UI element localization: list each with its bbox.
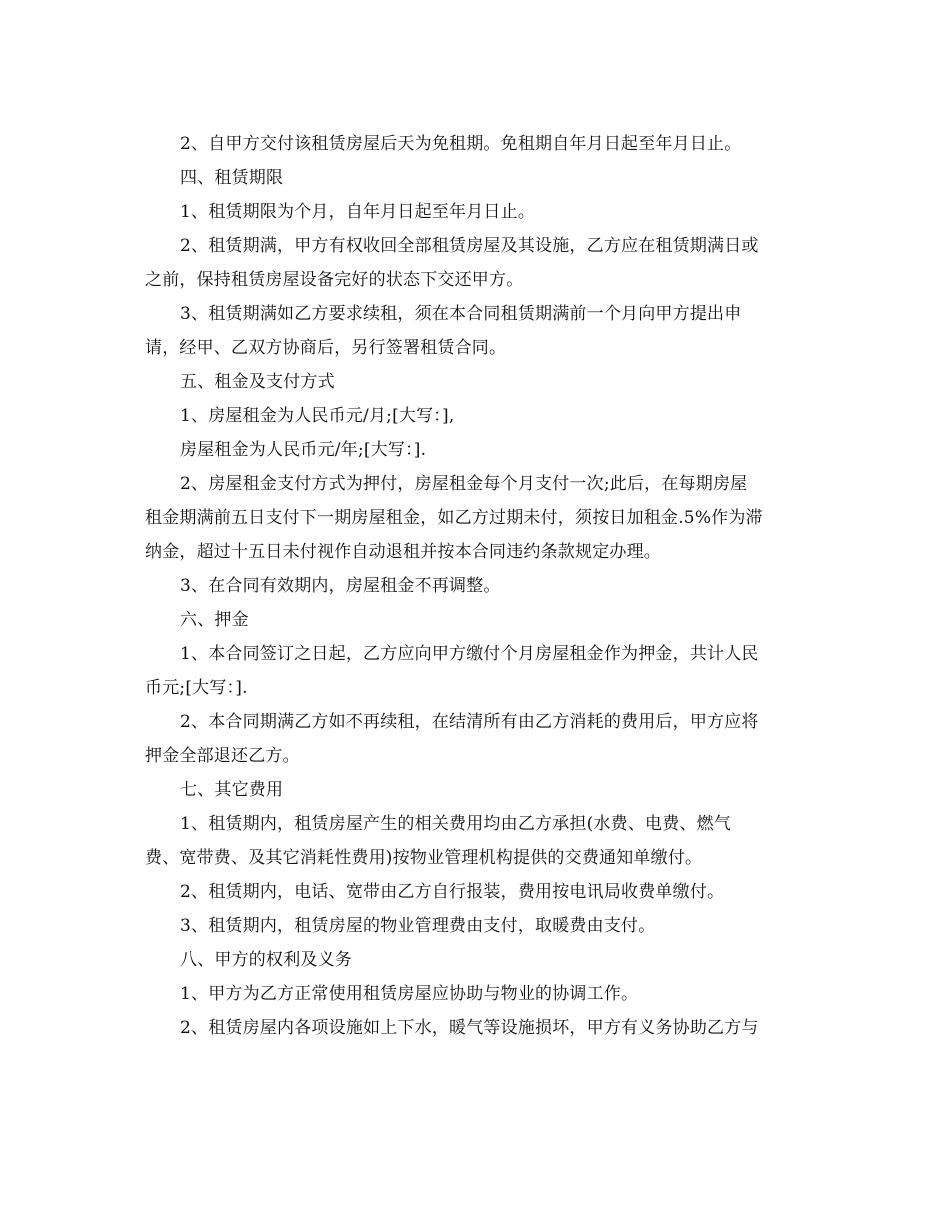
text-line: 2、自甲方交付该租赁房屋后天为免租期。免租期自年月日起至年月日止。	[180, 134, 742, 154]
text-line: 八、甲方的权利及义务	[180, 950, 352, 970]
text-line: 1、房屋租金为人民币元/月;[大写：],	[180, 406, 455, 426]
text-line: 七、其它费用	[180, 780, 284, 800]
text-line: 2、本合同期满乙方如不再续租，在结清所有由乙方消耗的费用后，甲方应将	[180, 712, 759, 732]
text-line: 3、租赁期内，租赁房屋的物业管理费由支付，取暖费由支付。	[180, 916, 656, 936]
text-line: 币元;[大写：].	[145, 678, 248, 698]
text-line: 押金全部退还乙方。	[145, 746, 300, 766]
text-line: 1、租赁期内，租赁房屋产生的相关费用均由乙方承担(水费、电费、燃气	[180, 814, 732, 834]
text-line: 3、租赁期满如乙方要求续租，须在本合同租赁期满前一个月向甲方提出申	[180, 304, 742, 324]
text-line: 1、租赁期限为个月，自年月日起至年月日止。	[180, 202, 536, 222]
text-line: 请，经甲、乙双方协商后，另行签署租赁合同。	[145, 338, 507, 358]
text-line: 2、租赁期满，甲方有权收回全部租赁房屋及其设施，乙方应在租赁期满日或	[180, 236, 759, 256]
text-line: 六、押金	[180, 610, 249, 630]
text-line: 1、甲方为乙方正常使用租赁房屋应协助与物业的协调工作。	[180, 984, 639, 1004]
document-body	[145, 127, 805, 1045]
text-line: 1、本合同签订之日起，乙方应向甲方缴付个月房屋租金作为押金，共计人民	[180, 644, 759, 664]
text-line: 3、在合同有效期内，房屋租金不再调整。	[180, 576, 501, 596]
text-line: 之前，保持租赁房屋设备完好的状态下交还甲方。	[145, 270, 524, 290]
text-line: 2、房屋租金支付方式为押付，房屋租金每个月支付一次;此后，在每期房屋	[180, 474, 748, 494]
text-line: 四、租赁期限	[180, 168, 284, 188]
text-line: 费、宽带费、及其它消耗性费用)按物业管理机构提供的交费通知单缴付。	[145, 848, 703, 868]
text-line: 租金期满前五日支付下一期房屋租金，如乙方过期未付，须按日加租金.5%作为滞	[145, 508, 763, 528]
text-line: 五、租金及支付方式	[180, 372, 335, 392]
text-line: 房屋租金为人民币元/年;[大写：].	[180, 440, 427, 460]
text-line: 2、租赁房屋内各项设施如上下水，暖气等设施损坏，甲方有义务协助乙方与	[180, 1018, 759, 1038]
text-line: 纳金，超过十五日未付视作自动退租并按本合同违约条款规定办理。	[145, 542, 661, 562]
text-line: 2、租赁期内，电话、宽带由乙方自行报装，费用按电讯局收费单缴付。	[180, 882, 725, 902]
